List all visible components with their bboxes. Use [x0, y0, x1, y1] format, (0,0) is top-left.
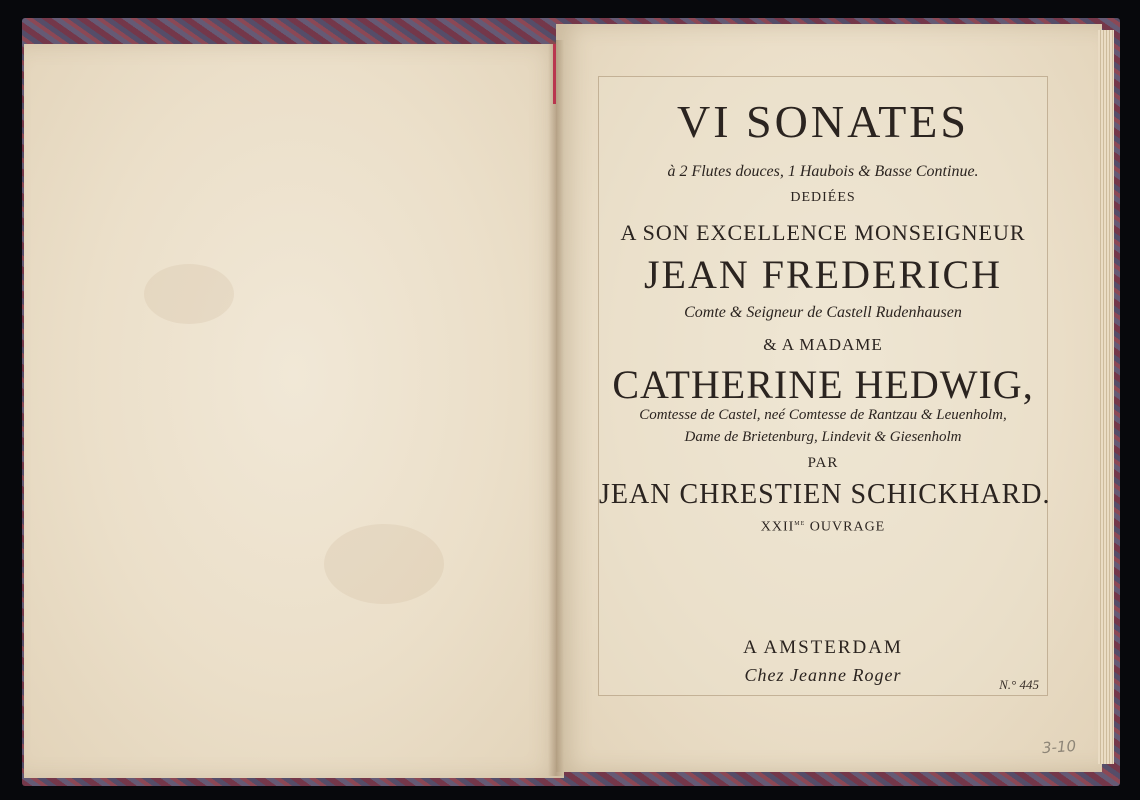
left-blank-page: [24, 44, 564, 778]
binding-thread: [553, 44, 556, 104]
paper-stain: [324, 524, 444, 604]
paper-stain: [144, 264, 234, 324]
dedicatee-1-title: Comte & Seigneur de Castell Rudenhausen: [684, 304, 962, 321]
instrumentation: à 2 Flutes douces, 1 Haubois & Basse Continue.: [667, 163, 979, 180]
imprint-publisher: Chez Jeanne Roger: [744, 665, 902, 685]
and-madame-line: & A MADAME: [763, 335, 883, 354]
dedicatee-2-title-2: Dame de Brietenburg, Lindevit & Giesenholm: [684, 429, 962, 445]
page-stack-edge: [1098, 30, 1114, 764]
book-gutter: [548, 40, 564, 776]
opus-number: XXII: [760, 519, 795, 535]
dedicatee-2-title-1: Comtesse de Castel, neé Comtesse de Rantzau & Leuenholm,: [639, 407, 1007, 423]
opus-line: [599, 517, 1047, 536]
composer-name: JEAN CHRESTIEN SCHICKHARD.: [599, 479, 1051, 510]
dedicatee-2-name: CATHERINE HEDWIG,: [612, 362, 1034, 407]
by-label: PAR: [807, 455, 839, 471]
opus-suffix: me: [794, 517, 806, 527]
dedication-label: DEDIÉES: [790, 190, 856, 205]
work-title: VI SONATES: [677, 96, 969, 147]
pencil-annotation: 3-10: [1041, 736, 1077, 758]
plate-number: N.° 445: [999, 677, 1039, 692]
opus-label: OUVRAGE: [809, 519, 886, 535]
dedicatee-1-name: JEAN FREDERICH: [643, 252, 1003, 297]
imprint-place: A AMSTERDAM: [743, 637, 903, 658]
excellency-line: A SON EXCELLENCE MONSEIGNEUR: [620, 220, 1026, 245]
engraved-plate: [598, 76, 1051, 696]
